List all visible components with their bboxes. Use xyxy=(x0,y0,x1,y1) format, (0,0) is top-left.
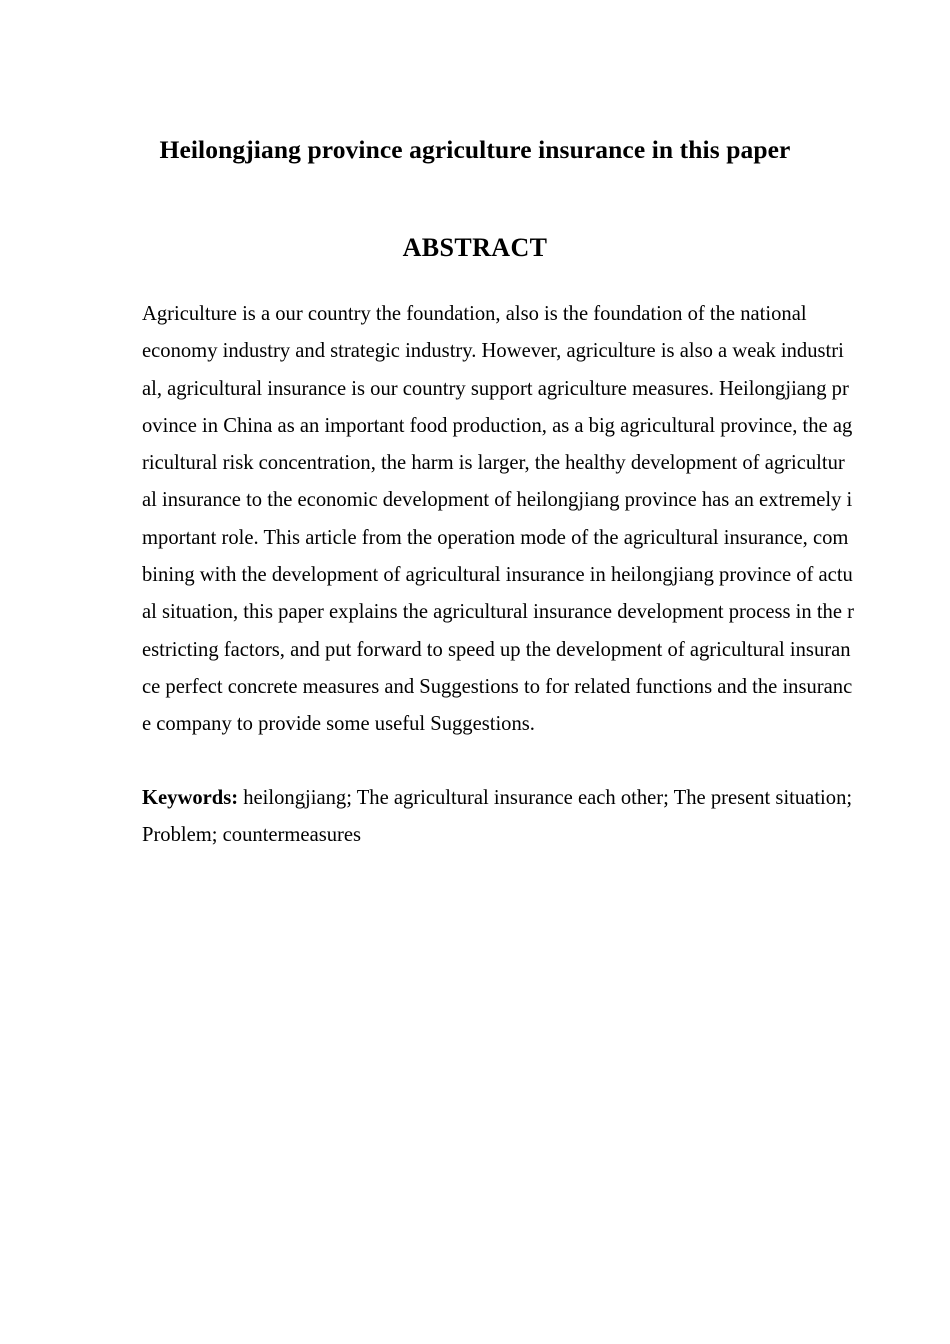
abstract-line: al situation, this paper explains the agricultural insurance development process in the r xyxy=(142,601,854,624)
page-title: Heilongjiang province agriculture insurance in this paper xyxy=(159,135,791,164)
abstract-line: mportant role. This article from the operation mode of the agricultural insurance, com xyxy=(142,526,849,549)
abstract-line: economy industry and strategic industry. However, agriculture is also a weak industri xyxy=(142,340,844,363)
abstract-line: bining with the development of agricultural insurance in heilongjiang province of actu xyxy=(142,564,853,587)
abstract-line: Agriculture is a our country the foundation, also is the foundation of the national xyxy=(142,303,807,325)
abstract-line: ce perfect concrete measures and Suggestions to for related functions and the insuranc xyxy=(142,675,853,698)
keywords-section xyxy=(142,780,853,855)
keywords-values-line-1: heilongjiang; The agricultural insurance each other; The present situation; xyxy=(238,787,853,809)
abstract-body xyxy=(142,296,854,744)
abstract-line: e company to provide some useful Suggestions. xyxy=(142,713,535,736)
keywords-line-1 xyxy=(142,780,853,817)
abstract-heading: ABSTRACT xyxy=(402,233,548,262)
abstract-line: estricting factors, and put forward to speed up the development of agricultural insuran xyxy=(142,638,851,661)
abstract-line: al, agricultural insurance is our country support agriculture measures. Heilongjiang pr xyxy=(142,377,849,400)
abstract-line: ovince in China as an important food production, as a big agricultural province, the ag xyxy=(142,414,853,437)
abstract-line: al insurance to the economic development of heilongjiang province has an extremely i xyxy=(142,489,853,512)
keywords-label: Keywords: xyxy=(142,787,239,809)
keywords-line-2: Problem; countermeasures xyxy=(142,824,362,847)
abstract-line: ricultural risk concentration, the harm is larger, the healthy development of agricultur xyxy=(142,452,845,475)
